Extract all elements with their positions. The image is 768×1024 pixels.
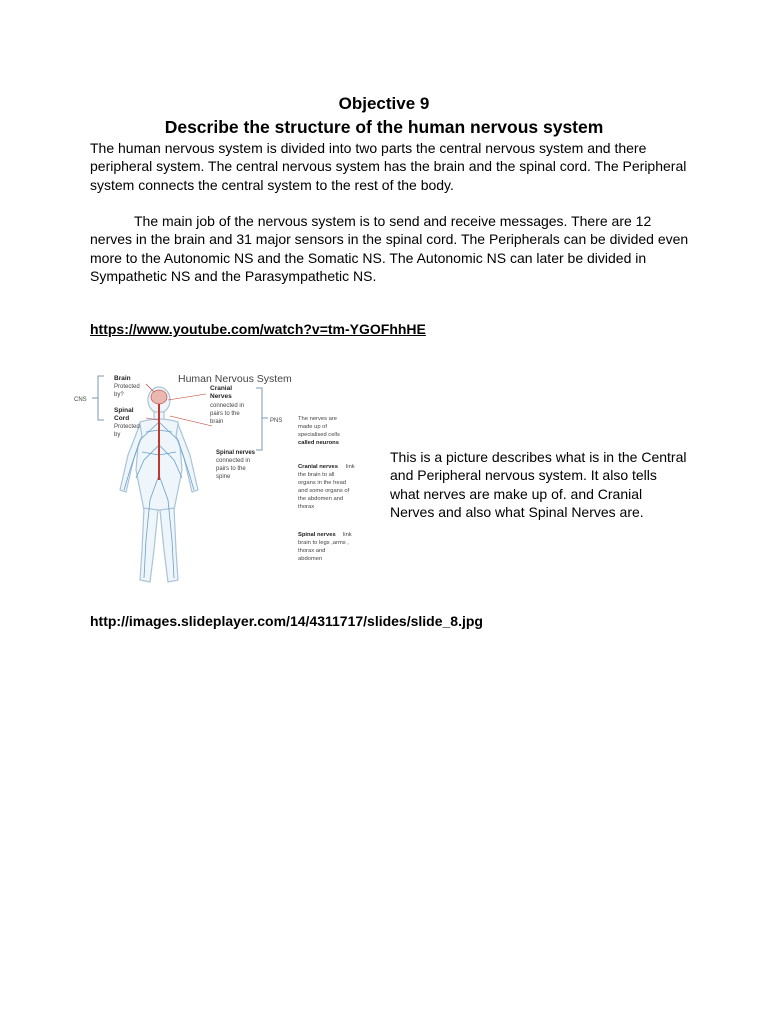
neurons-note: The nerves are xyxy=(298,416,337,422)
spinal-protected-label-2: by xyxy=(114,432,121,438)
spinal-nerves-desc: connected in xyxy=(216,458,251,464)
diagram-caption: This is a picture describes what is in the Central and Peripheral nervous system. It also tells what nerves are make up of. and Cranial Nerves and also what Spinal Nerves are. xyxy=(390,449,687,520)
cranial-nerves-label: Cranial xyxy=(210,385,233,392)
neurons-note-3: specialised cells xyxy=(298,432,340,438)
cranial-nerves-label-2: Nerves xyxy=(210,393,232,400)
nervous-system-diagram xyxy=(70,360,370,592)
cranial-link-note-2: the brain to all xyxy=(298,472,335,478)
brain-protected-label: Protected xyxy=(114,384,140,390)
cranial-link-note-3: organs in the head xyxy=(298,480,347,486)
brain-shape xyxy=(151,390,167,404)
objective-heading: Objective 9 xyxy=(338,94,430,113)
brain-protected-label-2: by? xyxy=(114,392,124,398)
neurons-note-4: called neurons xyxy=(298,440,339,446)
objective-title: Describe the structure of the human nervous system xyxy=(164,117,604,137)
neurons-note-2: made up of xyxy=(298,424,328,430)
spinal-nerves-desc-3: spine xyxy=(216,474,231,480)
pns-label: PNS xyxy=(270,418,283,424)
spinal-nerves-desc-2: pairs to the xyxy=(216,466,246,472)
cranial-link-note-6: thorax xyxy=(298,504,315,510)
cranial-link-note-4: and some organs of xyxy=(298,488,350,494)
spinal-link-note-4: abdomen xyxy=(298,556,323,562)
cranial-nerves-desc: connected in xyxy=(210,403,245,409)
main-job-paragraph xyxy=(90,212,690,285)
cns-bracket xyxy=(92,376,104,420)
spinal-link-note-2: brain to legs ,arms , xyxy=(298,540,349,546)
spinal-link-note: Spinal nerves xyxy=(298,532,336,538)
spinal-protected-label: Protected xyxy=(114,424,140,430)
cranial-link-note-1b: link xyxy=(346,464,355,470)
diagram-title: Human Nervous System xyxy=(178,373,292,385)
intro-paragraph: The human nervous system is divided into two parts the central nervous system and there peripheral system. The central nervous system has the brain and the spinal cord. The Peripheral system connects the central system to the rest of the body. xyxy=(90,140,687,193)
spinal-cord-label: Spinal xyxy=(114,407,134,414)
spinal-nerves-label: Spinal nerves xyxy=(216,450,256,456)
main-job-text: The main job of the nervous system is to send and receive messages. There are 12 nerves in the brain and 31 major sensors in the spinal cord. The Peripherals can be divided even more to the Autonomic NS and the Somatic NS. The Autonomic NS can later be divided in Sympathetic NS and the Parasympathetic NS. xyxy=(90,213,689,284)
youtube-link[interactable]: https://www.youtube.com/watch?v=tm-YGOFhhHE xyxy=(90,321,426,337)
cranial-link-note: Cranial nerves xyxy=(298,464,338,470)
spinal-link-note-3: thorax and xyxy=(298,548,326,554)
cranial-nerves-desc-2: pairs to the xyxy=(210,411,240,417)
spinal-cord-label-2: Cord xyxy=(114,415,130,422)
spinal-link-note-1b: link xyxy=(343,532,352,538)
brain-label: Brain xyxy=(114,375,131,382)
slideplayer-link[interactable]: http://images.slideplayer.com/14/4311717/slides/slide_8.jpg xyxy=(90,613,483,629)
cranial-nerves-desc-3: brain xyxy=(210,419,224,425)
pns-bracket xyxy=(256,388,268,450)
cns-label: CNS xyxy=(74,397,87,403)
cranial-link-note-5: the abdomen and xyxy=(298,496,344,502)
